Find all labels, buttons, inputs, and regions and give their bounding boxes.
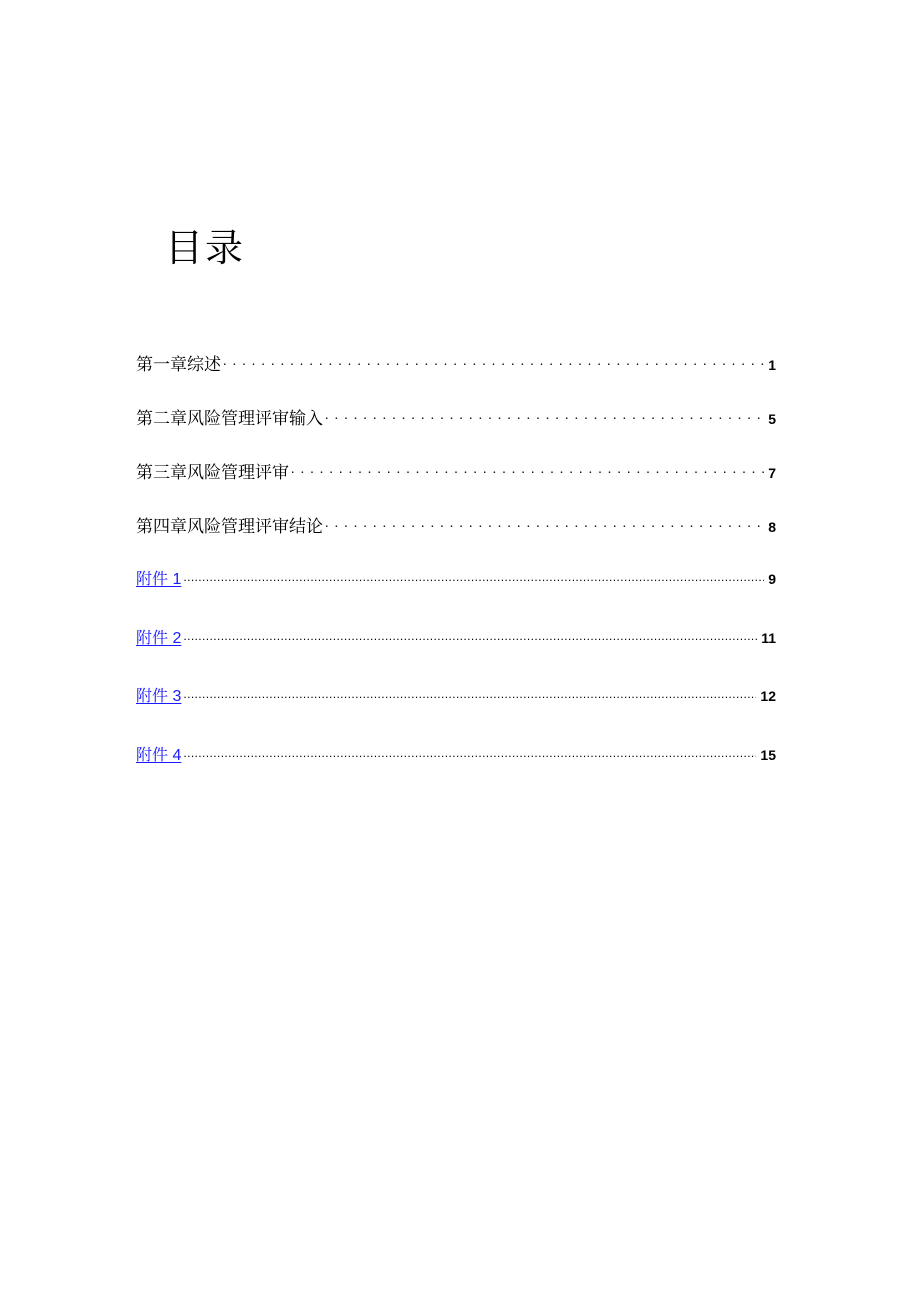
toc-page-number: 15 xyxy=(760,746,776,763)
toc-entry-appendix-4[interactable] xyxy=(136,742,776,772)
toc-page-number: 12 xyxy=(760,688,776,704)
appendix-link[interactable]: 附件 4 xyxy=(136,746,182,764)
dot-leader xyxy=(183,568,764,584)
dot-leader xyxy=(183,627,757,643)
toc-entry-appendix-2[interactable] xyxy=(136,625,776,655)
toc-list xyxy=(136,350,776,800)
dot-leader xyxy=(183,685,756,701)
dot-leader xyxy=(325,515,764,532)
toc-page-number: 5 xyxy=(768,411,776,427)
toc-page-number: 11 xyxy=(761,629,776,646)
toc-page-number: 8 xyxy=(768,519,776,535)
toc-page-number: 7 xyxy=(768,465,776,481)
dot-leader xyxy=(325,407,764,424)
appendix-link[interactable]: 附件 3 xyxy=(136,688,182,705)
toc-entry-label: 第一章综述 xyxy=(136,355,221,375)
appendix-link[interactable]: 附件 2 xyxy=(136,629,182,647)
toc-entry-appendix-1[interactable] xyxy=(136,566,776,596)
toc-entry-chapter-2[interactable] xyxy=(136,404,776,434)
dot-leader xyxy=(223,353,764,370)
toc-entry-label: 第三章风险管理评审 xyxy=(136,463,289,483)
toc-entry-label: 第二章风险管理评审输入 xyxy=(136,409,323,429)
toc-entry-appendix-3[interactable] xyxy=(136,683,776,713)
dot-leader xyxy=(291,461,764,478)
appendix-link[interactable]: 附件 1 xyxy=(136,571,182,588)
toc-page-number: 9 xyxy=(768,571,776,587)
toc-title: 目录 xyxy=(165,226,246,270)
toc-entry-chapter-1[interactable] xyxy=(136,350,776,380)
dot-leader xyxy=(183,744,756,760)
toc-entry-label: 第四章风险管理评审结论 xyxy=(136,517,323,537)
toc-page-number: 1 xyxy=(768,357,776,373)
toc-entry-chapter-4[interactable] xyxy=(136,512,776,542)
toc-entry-chapter-3[interactable] xyxy=(136,458,776,488)
